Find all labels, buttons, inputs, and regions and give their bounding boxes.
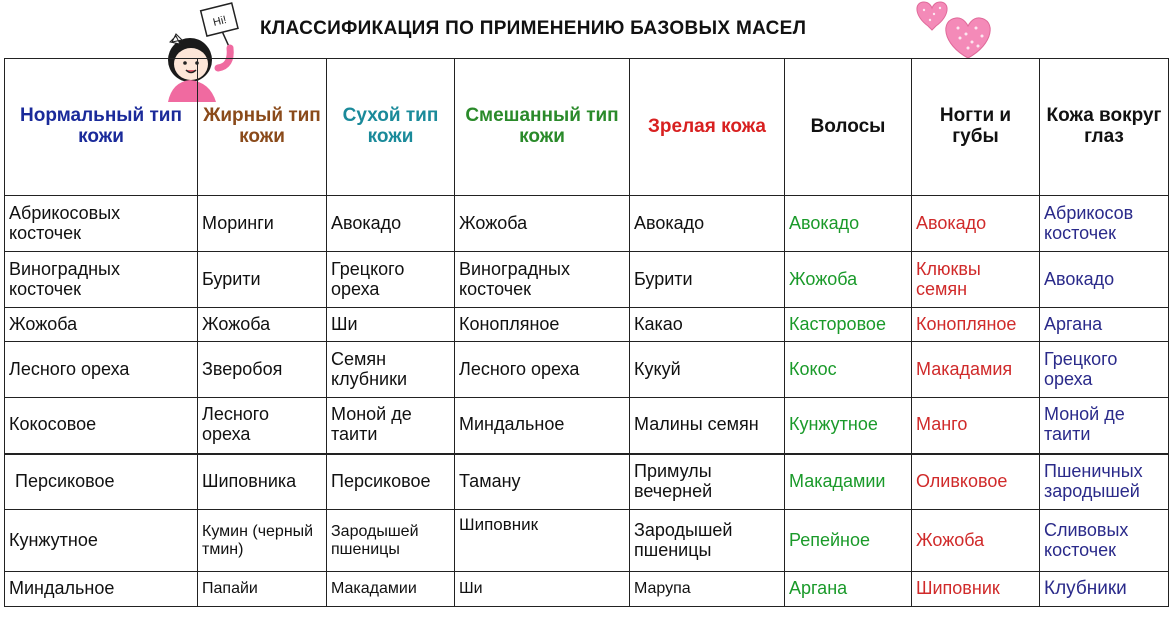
table-header-row [5,59,1169,196]
table-row [5,196,1169,252]
table-cell: Персиковое [327,454,455,510]
table-cell: Жожоба [912,510,1040,572]
table-cell: Шиповник [912,572,1040,607]
table-cell: Миндальное [455,398,630,454]
oils-table [4,58,1169,607]
table-cell: Виноградных косточек [455,252,630,308]
table-row [5,398,1169,454]
table-cell: Персиковое [5,454,198,510]
table-cell: Примулы вечерней [630,454,785,510]
table-row [5,252,1169,308]
table-cell: Абрикосов косточек [1040,196,1169,252]
table-cell: Шиповник [455,510,630,572]
table-cell: Конопляное [455,308,630,342]
table-cell: Виноградных косточек [5,252,198,308]
page-header [0,0,1172,56]
header-normal-skin: Нормальный тип кожи [5,59,198,196]
table-cell: Бурити [198,252,327,308]
header-mixed-skin: Смешанный тип кожи [455,59,630,196]
table-cell: Лесного ореха [5,342,198,398]
header-dry-skin: Сухой тип кожи [327,59,455,196]
table-cell: Авокадо [630,196,785,252]
table-cell: Кукуй [630,342,785,398]
table-row [5,454,1169,510]
table-cell: Макадамии [785,454,912,510]
table-cell: Ши [327,308,455,342]
table-cell: Аргана [785,572,912,607]
table-cell: Кумин (черный тмин) [198,510,327,572]
table-cell: Шиповника [198,454,327,510]
table-cell: Сливовых косточек [1040,510,1169,572]
table-cell: Авокадо [1040,252,1169,308]
table-cell: Лесного ореха [455,342,630,398]
table-cell: Манго [912,398,1040,454]
table-row [5,510,1169,572]
table-cell: Макадамии [327,572,455,607]
table-cell: Жожоба [785,252,912,308]
table-cell: Конопляное [912,308,1040,342]
table-cell: Семян клубники [327,342,455,398]
table-cell: Лесного ореха [198,398,327,454]
table-cell: Жожоба [455,196,630,252]
table-cell: Ши [455,572,630,607]
header-oily-skin: Жирный тип кожи [198,59,327,196]
table-cell: Авокадо [912,196,1040,252]
table-cell: Кокос [785,342,912,398]
table-cell: Абрикосовых косточек [5,196,198,252]
table-cell: Марупа [630,572,785,607]
table-cell: Пшеничных зародышей [1040,454,1169,510]
table-cell: Зародышей пшеницы [630,510,785,572]
table-cell: Зародышей пшеницы [327,510,455,572]
table-cell: Касторовое [785,308,912,342]
table-cell: Жожоба [5,308,198,342]
header-mature-skin: Зрелая кожа [630,59,785,196]
table-cell: Кунжутное [5,510,198,572]
table-row [5,308,1169,342]
sign-text: Hi! [211,14,228,29]
table-cell: Моринги [198,196,327,252]
table-cell: Макадамия [912,342,1040,398]
table-cell: Зверобоя [198,342,327,398]
header-hair: Волосы [785,59,912,196]
hearts-icon [910,0,1000,62]
table-cell: Авокадо [327,196,455,252]
table-cell: Репейное [785,510,912,572]
table-cell: Папайи [198,572,327,607]
table-cell: Какао [630,308,785,342]
page-title: КЛАССИФИКАЦИЯ ПО ПРИМЕНЕНИЮ БАЗОВЫХ МАСЕЛ [260,18,807,39]
header-eye-skin: Кожа вокруг глаз [1040,59,1169,196]
table-cell: Оливковое [912,454,1040,510]
table-cell: Грецкого ореха [327,252,455,308]
table-cell: Таману [455,454,630,510]
header-nails-lips: Ногти и губы [912,59,1040,196]
table-row [5,572,1169,607]
table-cell: Кунжутное [785,398,912,454]
table-cell: Авокадо [785,196,912,252]
table-cell: Малины семян [630,398,785,454]
table-cell: Бурити [630,252,785,308]
table-cell: Миндальное [5,572,198,607]
table-cell: Моной де таити [327,398,455,454]
table-cell: Грецкого ореха [1040,342,1169,398]
table-cell: Аргана [1040,308,1169,342]
table-cell: Моной де таити [1040,398,1169,454]
table-cell: Жожоба [198,308,327,342]
table-row [5,342,1169,398]
table-cell: Кокосовое [5,398,198,454]
table-cell: Клубники [1040,572,1169,607]
table-cell: Клюквы семян [912,252,1040,308]
